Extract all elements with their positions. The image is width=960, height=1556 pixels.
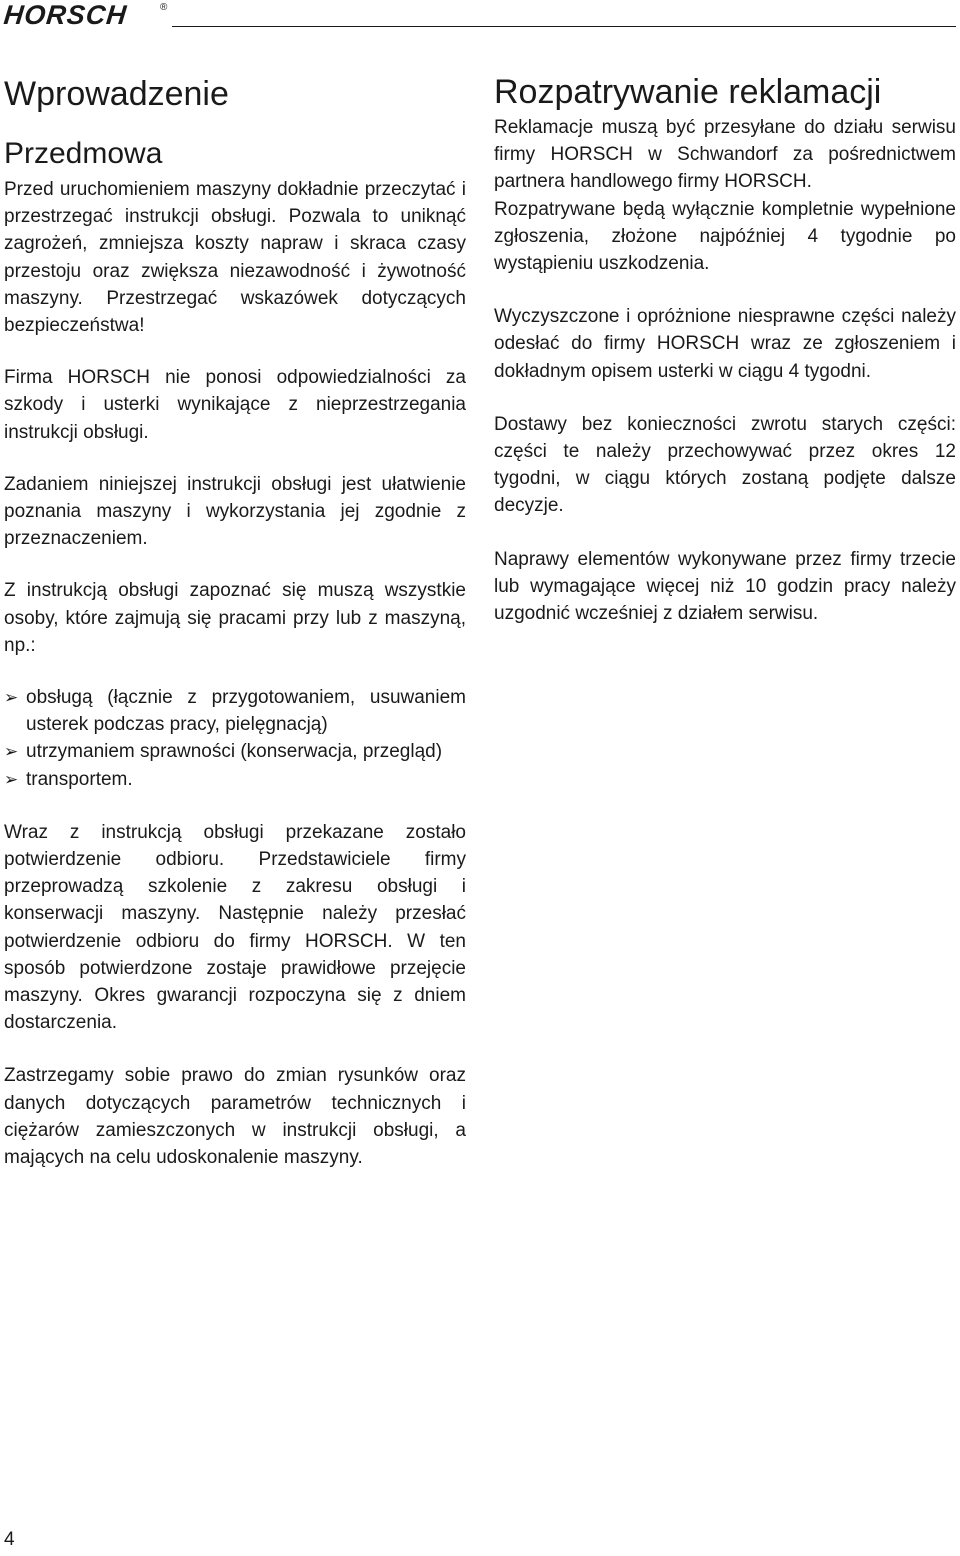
paragraph-handover: Wraz z instrukcją obsługi przekazane zostało potwierdzenie odbioru. Przedstawiciele firmy przeprowadzą szkolenie z zakresu obsługi i konserwacji maszyny. Następnie należy przesłać potwierdzenie odbioru do firmy HORSCH. W ten sposób potwierdzone zostaje prawidłowe przejęcie maszyny. Okres gwarancji rozpoczyna się z dniem dostarczenia. [4,821,466,1034]
arrow-bullet-icon: ➢ [4,769,19,789]
paragraph-parts-return: Wyczyszczone i opróżnione niesprawne części należy odesłać do firmy HORSCH wraz ze zgłoszeniem i dokładnym opisem usterki w ciągu 4 tygodni. [494,306,956,382]
task-list [4,684,466,793]
paragraph-purpose: Zadaniem niniejszej instrukcji obsługi jest ułatwienie poznania maszyny i wykorzystania jej zgodnie z przeznaczeniem. [4,473,466,550]
subsection-title-przedmowa: Przedmowa [4,137,163,170]
paragraph-claims-deadline: Rozpatrywane będą wyłącznie kompletnie wypełnione zgłoszenia, złożone najpóźniej 4 tygodnie po wystąpieniu uszkodzenia. [494,198,956,275]
paragraph-changes: Zastrzegamy sobie prawo do zmian rysunków oraz danych dotyczących parametrów technicznych i ciężarów zamieszczonych w instrukcji obsługi, a mających na celu udoskonalenie maszyny. [4,1065,466,1169]
section-title-reklamacje: Rozpatrywanie reklamacji [494,73,882,111]
registered-mark: ® [160,2,168,13]
paragraph-audience: Z instrukcją obsługi zapoznać się muszą wszystkie osoby, które zajmują się pracami przy lub z maszyną, np.: [4,580,466,656]
arrow-bullet-icon: ➢ [4,688,19,708]
right-column [494,70,956,627]
section-title-wprowadzenie: Wprowadzenie [4,75,229,113]
paragraph-intro: Przed uruchomieniem maszyny dokładnie przeczytać i przestrzegać instrukcji obsługi. Pozwala to uniknąć zagrożeń, zmniejsza koszty napraw i skraca czasy przestoju oraz zwiększa niezawodność i żywotność maszyny. Przestrzegać wskazówek dotyczących bezpieczeństwa! [4,179,466,337]
page-number: 4 [4,1529,15,1550]
header-rule [172,26,956,27]
left-column [4,70,466,1171]
paragraph-third-party: Naprawy elementów wykonywane przez firmy trzecie lub wymagające więcej niż 10 godzin pracy należy uzgodnić wcześniej z działem serwisu. [494,548,956,625]
paragraph-deliveries: Dostawy bez konieczności zwrotu starych części: części te należy przechowywać przez okres 12 tygodni, w ciągu których zostaną podjęte dalsze decyzje. [494,413,956,517]
list-item: ➢ transportem. [4,766,466,793]
horsch-logo: HORSCH [2,0,129,30]
list-item: ➢ utrzymaniem sprawności (konserwacja, przegląd) [4,738,466,765]
page-header [0,0,960,30]
paragraph-claims-submission: Reklamacje muszą być przesyłane do działu serwisu firmy HORSCH w Schwandorf za pośrednictwem partnera handlowego firmy HORSCH. [494,117,956,193]
list-item: ➢ obsługą (łącznie z przygotowaniem, usuwaniem usterek podczas pracy, pielęgnacją) [4,684,466,738]
arrow-bullet-icon: ➢ [4,742,19,762]
paragraph-liability: Firma HORSCH nie ponosi odpowiedzialności za szkody i usterki wynikające z nieprzestrzegania instrukcji obsługi. [4,367,466,443]
